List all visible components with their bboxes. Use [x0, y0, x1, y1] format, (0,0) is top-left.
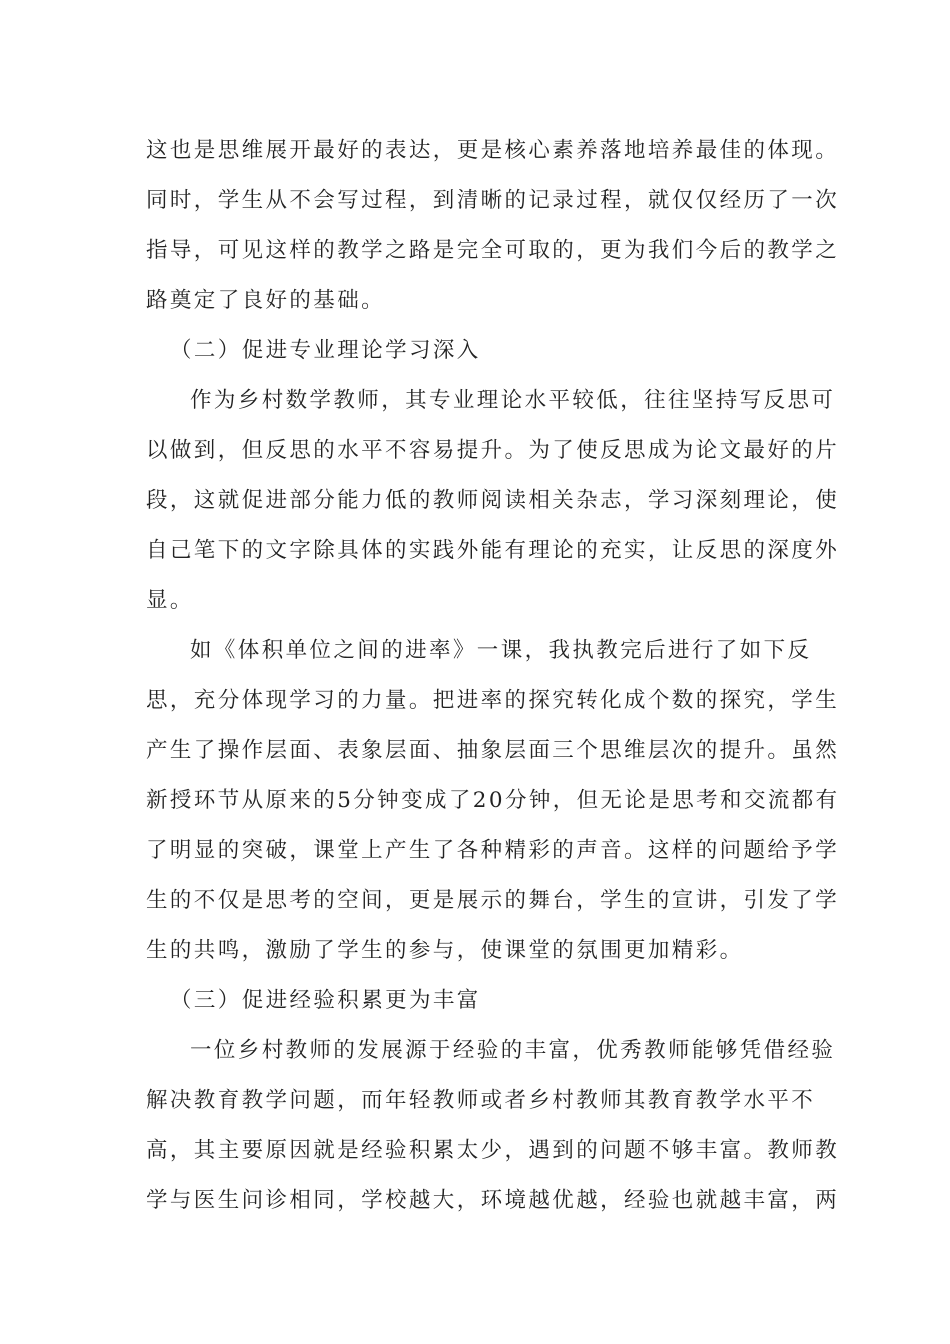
- text-line: 指导，可见这样的教学之路是完全可取的，更为我们今后的教学之: [146, 238, 840, 263]
- text-line: 这也是思维展开最好的表达，更是核心素养落地培养最佳的体现。: [146, 138, 840, 163]
- text-line: 自己笔下的文字除具体的实践外能有理论的充实，让反思的深度外: [146, 538, 840, 563]
- text-line: 思，充分体现学习的力量。把进率的探究转化成个数的探究，学生: [146, 688, 840, 713]
- text-line: 新授环节从原来的5分钟变成了20分钟，但无论是思考和交流都有: [146, 788, 840, 813]
- text-line: 生的不仅是思考的空间，更是展示的舞台，学生的宣讲，引发了学: [146, 888, 840, 913]
- section-heading: （二）促进专业理论学习深入: [170, 338, 481, 363]
- text-line: 以做到，但反思的水平不容易提升。为了使反思成为论文最好的片: [146, 438, 840, 463]
- text-line: 了明显的突破，课堂上产生了各种精彩的声音。这样的问题给予学: [146, 838, 840, 863]
- text-line: 显。: [146, 588, 194, 613]
- text-line: 产生了操作层面、表象层面、抽象层面三个思维层次的提升。虽然: [146, 738, 840, 763]
- text-line: 路奠定了良好的基础。: [146, 288, 386, 313]
- text-line: 一位乡村教师的发展源于经验的丰富，优秀教师能够凭借经验: [190, 1038, 836, 1063]
- text-line: 作为乡村数学教师，其专业理论水平较低，往往坚持写反思可: [190, 388, 836, 413]
- text-line: 学与医生问诊相同，学校越大，环境越优越，经验也就越丰富，两: [146, 1188, 840, 1213]
- text-line: 生的共鸣，激励了学生的参与，使课堂的氛围更加精彩。: [146, 938, 744, 963]
- text-line: 段，这就促进部分能力低的教师阅读相关杂志，学习深刻理论，使: [146, 488, 840, 513]
- text-line: 如《体积单位之间的进率》一课，我执教完后进行了如下反: [190, 638, 812, 663]
- section-heading: （三）促进经验积累更为丰富: [170, 988, 481, 1013]
- text-line: 解决教育教学问题，而年轻教师或者乡村教师其教育教学水平不: [146, 1088, 816, 1113]
- text-line: 高，其主要原因就是经验积累太少，遇到的问题不够丰富。教师教: [146, 1138, 840, 1163]
- text-line: 同时，学生从不会写过程，到清晰的记录过程，就仅仅经历了一次: [146, 188, 840, 213]
